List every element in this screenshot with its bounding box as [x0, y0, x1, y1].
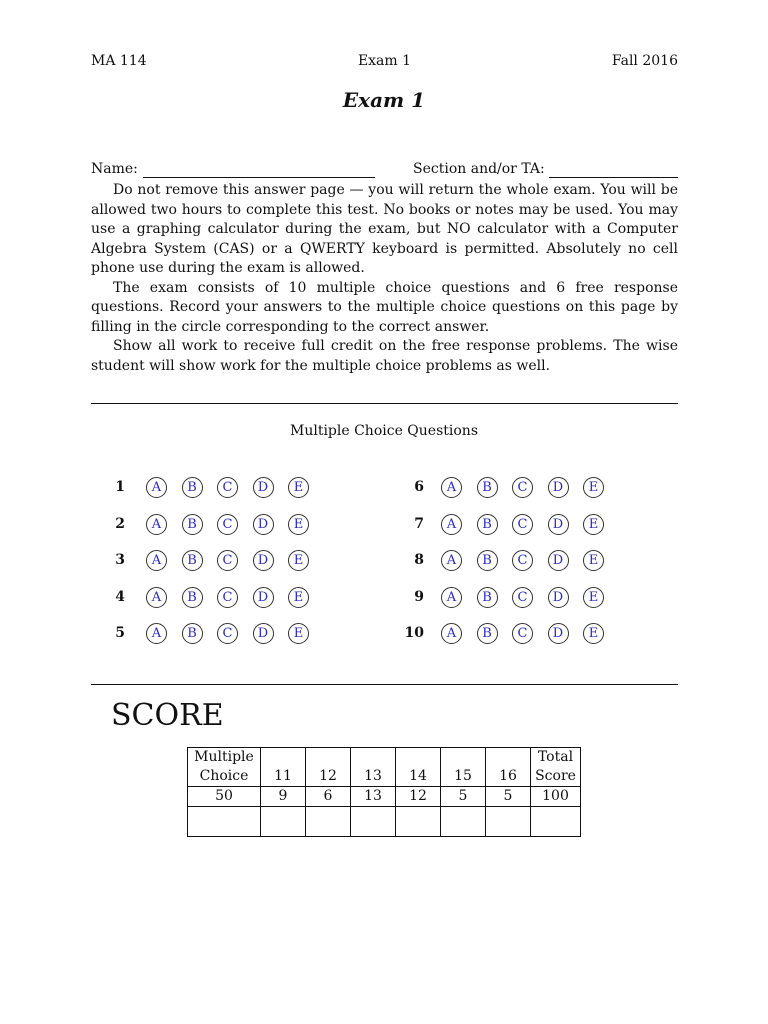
score-header-cell: 12: [306, 748, 351, 787]
score-header-line: Score: [535, 768, 576, 784]
name-label: Name:: [91, 161, 138, 177]
answer-bubble-c[interactable]: C: [512, 477, 533, 498]
instructions: [91, 181, 678, 376]
score-header-cell: 16: [486, 748, 531, 787]
instructions-paragraph: Do not remove this answer page — you will return the whole exam. You will be allowed two hours to complete this test. No books or notes may be used. You may use a graphing calculator during the exam, but NO calculator with a Computer Algebra System (CAS) or a QWERTY keyboard is permitted. Absolutely no cell phone use during the exam is allowed.: [91, 182, 678, 276]
score-header-cell: [531, 748, 581, 787]
answer-bubble-e[interactable]: E: [288, 550, 309, 571]
score-entry-cell[interactable]: [486, 807, 531, 837]
divider: [91, 684, 678, 685]
answer-bubble-b[interactable]: B: [182, 587, 203, 608]
answer-bubble-c[interactable]: C: [217, 587, 238, 608]
answer-bubble-e[interactable]: E: [288, 477, 309, 498]
answer-bubble-d[interactable]: D: [253, 550, 274, 571]
page-title: Exam 1: [342, 88, 426, 112]
answer-bubble-d[interactable]: D: [548, 514, 569, 535]
answer-bubble-c[interactable]: C: [217, 623, 238, 644]
answer-bubble-d[interactable]: D: [548, 550, 569, 571]
answer-bubble-c[interactable]: C: [512, 550, 533, 571]
answer-bubble-a[interactable]: A: [146, 477, 167, 498]
score-entry-cell[interactable]: [351, 807, 396, 837]
answer-bubble-a[interactable]: A: [146, 550, 167, 571]
points-cell: 5: [441, 787, 486, 807]
answer-bubble-a[interactable]: A: [441, 550, 462, 571]
name-field[interactable]: [143, 177, 375, 178]
question-number: 2: [115, 516, 125, 532]
page-header: [91, 53, 678, 73]
answer-bubble-e[interactable]: E: [583, 623, 604, 644]
answer-bubble-b[interactable]: B: [182, 550, 203, 571]
answer-bubble-b[interactable]: B: [477, 550, 498, 571]
question-number: 6: [414, 479, 424, 495]
answer-bubble-c[interactable]: C: [512, 514, 533, 535]
answer-bubble-e[interactable]: E: [583, 477, 604, 498]
score-entry-cell[interactable]: [531, 807, 581, 837]
answer-bubble-a[interactable]: A: [441, 623, 462, 644]
answer-bubble-b[interactable]: B: [182, 477, 203, 498]
score-entry-cell[interactable]: [261, 807, 306, 837]
question-number: 9: [414, 589, 424, 605]
answer-bubble-a[interactable]: A: [146, 514, 167, 535]
question-number: 4: [115, 589, 125, 605]
score-table-header-row: [188, 748, 581, 787]
answer-bubble-e[interactable]: E: [288, 514, 309, 535]
answer-bubble-b[interactable]: B: [477, 623, 498, 644]
answer-bubble-b[interactable]: B: [182, 623, 203, 644]
answer-bubble-c[interactable]: C: [217, 514, 238, 535]
answer-bubble-e[interactable]: E: [583, 550, 604, 571]
score-header-line: Choice: [199, 768, 249, 784]
answer-bubble-c[interactable]: C: [217, 477, 238, 498]
answer-bubble-b[interactable]: B: [477, 514, 498, 535]
score-table: [187, 747, 581, 837]
divider: [91, 403, 678, 404]
score-header-line: Total: [537, 749, 574, 765]
answer-bubble-e[interactable]: E: [288, 587, 309, 608]
score-entry-row: [188, 807, 581, 837]
points-cell: 50: [188, 787, 261, 807]
mc-section-title: Multiple Choice Questions: [289, 423, 478, 439]
answer-bubble-d[interactable]: D: [253, 623, 274, 644]
answer-bubble-c[interactable]: C: [512, 587, 533, 608]
score-points-row: [188, 787, 581, 807]
answer-bubble-a[interactable]: A: [441, 477, 462, 498]
score-header-cell: 13: [351, 748, 396, 787]
score-header-line: Multiple: [194, 749, 254, 765]
ta-label: Section and/or TA:: [413, 161, 545, 177]
header-exam-name: Exam 1: [357, 53, 412, 69]
answer-bubble-d[interactable]: D: [548, 623, 569, 644]
question-number: 1: [115, 479, 125, 495]
course-code: MA 114: [91, 53, 147, 69]
answer-bubble-a[interactable]: A: [441, 587, 462, 608]
score-entry-cell[interactable]: [188, 807, 261, 837]
answer-bubble-d[interactable]: D: [253, 514, 274, 535]
question-number: 10: [404, 625, 424, 641]
points-cell: 5: [486, 787, 531, 807]
instructions-paragraph: Show all work to receive full credit on the free response problems. The wise student will show work for the multiple choice problems as well.: [91, 338, 678, 374]
answer-bubble-a[interactable]: A: [146, 587, 167, 608]
score-header-cell: 11: [261, 748, 306, 787]
answer-bubble-c[interactable]: C: [512, 623, 533, 644]
question-number: 8: [414, 552, 424, 568]
score-title: SCORE: [111, 698, 224, 733]
answer-bubble-a[interactable]: A: [441, 514, 462, 535]
question-number: 7: [414, 516, 424, 532]
student-info-line: [91, 161, 678, 181]
answer-bubble-b[interactable]: B: [477, 477, 498, 498]
score-header-cell: [188, 748, 261, 787]
score-header-cell: 14: [396, 748, 441, 787]
answer-bubble-e[interactable]: E: [583, 514, 604, 535]
answer-bubble-e[interactable]: E: [288, 623, 309, 644]
answer-bubble-e[interactable]: E: [583, 587, 604, 608]
question-number: 3: [115, 552, 125, 568]
score-header-cell: 15: [441, 748, 486, 787]
instructions-paragraph: The exam consists of 10 multiple choice questions and 6 free response questions. Record your answers to the multiple choice questions on this page by filling in the circle corresponding to the correct answer.: [91, 279, 678, 335]
points-cell: 9: [261, 787, 306, 807]
answer-bubble-d[interactable]: D: [548, 477, 569, 498]
points-cell: 13: [351, 787, 396, 807]
answer-bubble-d[interactable]: D: [253, 477, 274, 498]
points-cell: 12: [396, 787, 441, 807]
answer-bubble-a[interactable]: A: [146, 623, 167, 644]
answer-bubble-b[interactable]: B: [182, 514, 203, 535]
ta-field[interactable]: [549, 177, 678, 178]
points-cell: 6: [306, 787, 351, 807]
score-entry-cell[interactable]: [396, 807, 441, 837]
answer-bubble-d[interactable]: D: [253, 587, 274, 608]
answer-bubble-b[interactable]: B: [477, 587, 498, 608]
term: Fall 2016: [611, 53, 678, 69]
score-entry-cell[interactable]: [306, 807, 351, 837]
score-entry-cell[interactable]: [441, 807, 486, 837]
answer-bubble-d[interactable]: D: [548, 587, 569, 608]
answer-bubble-c[interactable]: C: [217, 550, 238, 571]
question-number: 5: [115, 625, 125, 641]
points-cell: 100: [531, 787, 581, 807]
